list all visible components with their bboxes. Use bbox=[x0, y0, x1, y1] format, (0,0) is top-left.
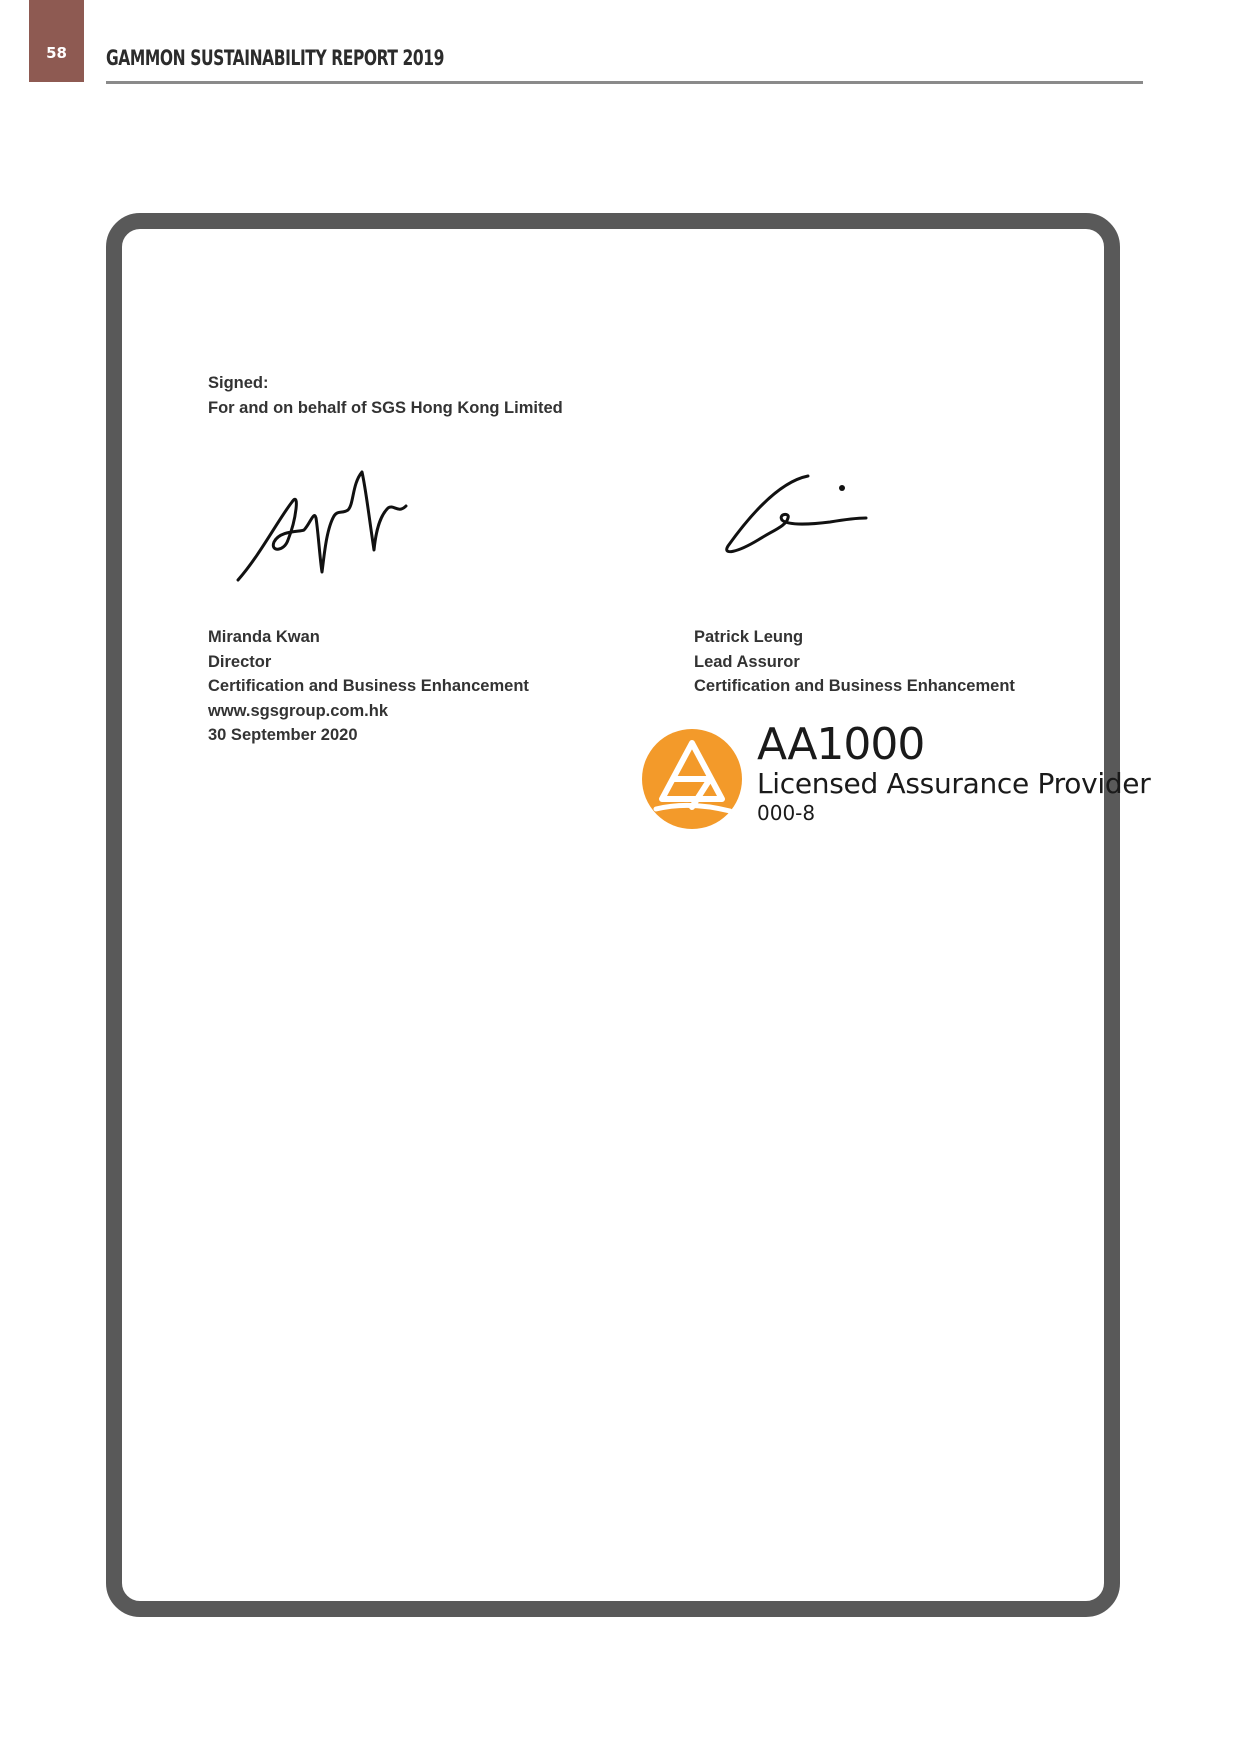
badge-subtitle: Licensed Assurance Provider bbox=[757, 767, 1151, 800]
signed-block bbox=[208, 371, 563, 420]
signatory-name: Patrick Leung bbox=[694, 628, 804, 646]
signatory-website[interactable]: www.sgsgroup.com.hk bbox=[208, 701, 388, 720]
badge-number: 000-8 bbox=[757, 801, 816, 825]
signatory-name: Miranda Kwan bbox=[208, 628, 320, 646]
signatory-department: Certification and Business Enhancement bbox=[208, 677, 529, 695]
signature-date: 30 September 2020 bbox=[208, 726, 358, 744]
signatory-title: Lead Assuror bbox=[694, 652, 800, 671]
signatory-right bbox=[694, 625, 1015, 699]
badge-title: AA1000 bbox=[757, 719, 925, 770]
content-frame bbox=[106, 213, 1120, 1617]
signature-miranda-kwan bbox=[230, 460, 440, 595]
signed-label: Signed: bbox=[208, 374, 269, 392]
signatory-left bbox=[208, 625, 529, 748]
aa1000-logo-icon bbox=[640, 727, 744, 831]
on-behalf-text: For and on behalf of SGS Hong Kong Limited bbox=[208, 398, 563, 417]
signatory-title: Director bbox=[208, 652, 272, 671]
report-title: GAMMON SUSTAINABILITY REPORT 2019 bbox=[106, 46, 445, 70]
signatory-department: Certification and Business Enhancement bbox=[694, 677, 1015, 695]
page-number-tab: 58 bbox=[29, 0, 84, 82]
header-divider bbox=[106, 81, 1143, 84]
signature-patrick-leung bbox=[718, 468, 878, 563]
